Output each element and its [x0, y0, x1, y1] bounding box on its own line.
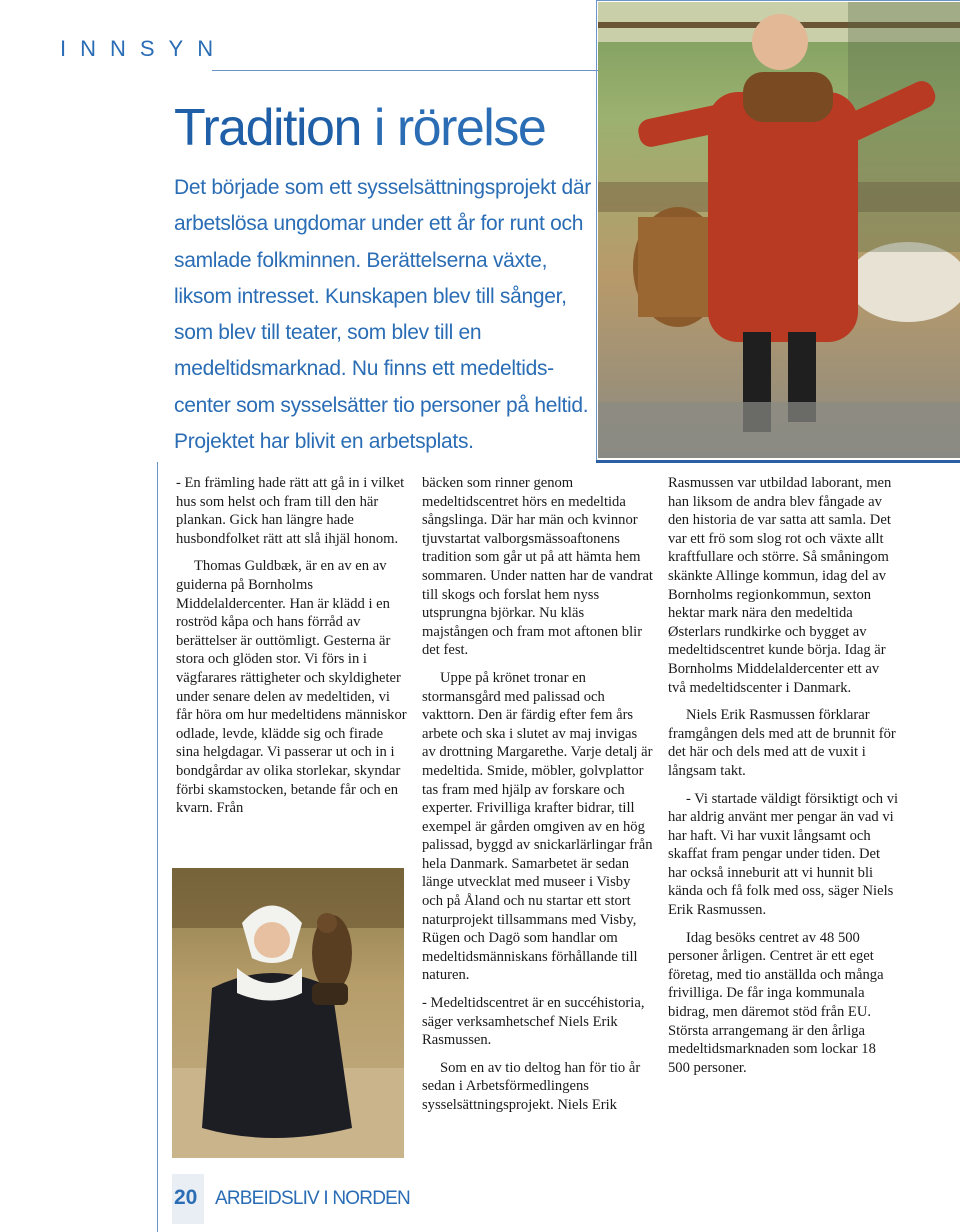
- body-column-1: [176, 474, 408, 818]
- photo-falconer-woman: [172, 868, 404, 1158]
- page-number: 20: [174, 1186, 198, 1209]
- photo-guide-in-red-cloak: [598, 2, 960, 458]
- body-column-2: [422, 474, 654, 1115]
- article-lead: Det började som ett sysselsättningsprojekt där arbetslösa ungdomar under ett år for runt och samlade folkminnen. Berättelserna växte, liksom intresset. Kunskapen blev till sånger, som blev till teater, som blev till en medeltidsmarknad. Nu finns ett medeltids-center som sysselsätter tio personer på heltid. Projektet har blivit en arbetsplats.: [174, 176, 591, 454]
- paragraph: Thomas Guldbæk, är en av en av guiderna på Bornholms Middelaldercenter. Han är klädd i en roströd kåpa och hans förråd av berättelser är outtömligt. Gesterna är stora och glöden stor. Vi förs in i vägfarares rättigheter och skyldigheter under senare delen av medeltiden, vi får höra om hur medeltidens människor odlade, levde, klädde sig och firade sina helgdagar. Vi passerar ut och in i bondgårdar av olika storlekar, skyndar förbi skamstocken, betande får och en kvarn. Från: [176, 558, 407, 817]
- body-column-3: [668, 474, 900, 1077]
- paragraph: Som en av tio deltog han för tio år sedan i Arbetsförmedlingens sysselsättningsprojekt. Niels Erik: [422, 1059, 641, 1113]
- photo-falconer-illustration: [172, 868, 404, 1158]
- section-label: INNSYN: [60, 36, 228, 61]
- margin-rule: [157, 462, 158, 1232]
- article-title: [174, 98, 545, 158]
- paragraph: Idag besöks centret av 48 500 personer årligen. Centret är ett eget företag, med tio anställda och många frivilliga. De får inga kommunala bidrag, men däremot stöd från EU. Största arrangemang är den årliga medeltidsmarknaden som lockar 18 500 personer.: [668, 929, 884, 1076]
- title-rest: i rörelse: [360, 99, 546, 157]
- photo-frame-top: [596, 0, 960, 1]
- paragraph: - En främling hade rätt att gå in i vilket hus som helst och fram till den här plankan. Gick han längre hade husbondfolket rätt att slå ihjäl honom.: [176, 475, 405, 547]
- paragraph: - Vi startade väldigt försiktigt och vi har aldrig använt mer pengar än vad vi har haft. Vi har vuxit långsamt och skaffat fram pengar under tiden. Det har också inneburit att vi hunnit bli kända och få folk med oss, säger Niels Erik Rasmussen.: [668, 790, 899, 919]
- publication-name: ARBEIDSLIV I NORDEN: [215, 1188, 410, 1209]
- title-highlight: Tradition: [174, 99, 361, 157]
- paragraph: Rasmussen var utbildad laborant, men han liksom de andra blev fångade av den historia de var satta att samla. Det var ett frö som slog rot och växte allt kraftfullare och större. Så småningom skänkte Allinge kommun, idag del av Bornholms regionkommun, sexton hektar mark nära den medeltida Østerlars rundkirke och bygget av medeltidscentret kunde börja. Idag är Bornholms Middelaldercenter ett av två medeltidscenter i Danmark.: [668, 475, 892, 696]
- paragraph: bäcken som rinner genom medeltidscentret hörs en medeltida sångslinga. Där har män och kvinnor tjuvstartat valborgsmässoaftonens tradition som går ut på att hämta hem sommaren. Under natten har de vandrat till skogs och forslat hem nyss utsprungna björkar. Nu kläs majstången och fram mot aftonen blir det fest.: [422, 475, 653, 659]
- paragraph: Uppe på krönet tronar en stormansgård med palissad och vakttorn. Den är färdig efter fem års arbete och ska i slutet av maj invigas av drottning Margarethe. Varje detalj är medeltida. Smide, möbler, golvplattor tas fram med hjälp av forskare och experter. Frivilliga krafter bidrar, till exempel är gården omgiven av en hög palissad, byggd av snickarlärlingar från hela Danmark. Samarbetet är sedan länge utvecklat med museer i Visby och på Åland och nu startar ett stort naturprojekt tillsammans med Visby, Rügen och Dagö som handlar om medeltidsmänniskans förhållande till naturen.: [422, 669, 653, 984]
- header-rule: [212, 70, 598, 71]
- photo-guide-illustration: [598, 2, 960, 458]
- paragraph: - Medeltidscentret är en succéhistoria, säger verksamhetschef Niels Erik Rasmussen.: [422, 995, 645, 1049]
- paragraph: Niels Erik Rasmussen förklarar framgången dels med att de brunnit för det här och dels med att de vuxit i långsam takt.: [668, 707, 896, 779]
- photo-frame-bottom: [596, 460, 960, 463]
- photo-frame-left: [596, 0, 597, 462]
